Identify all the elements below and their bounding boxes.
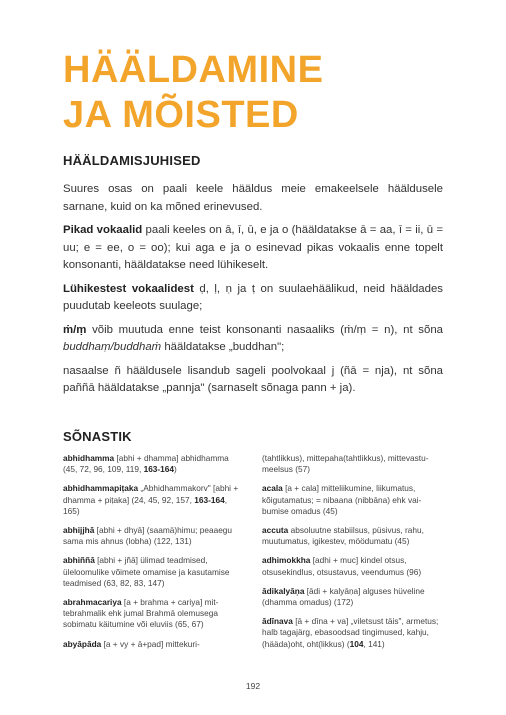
glossary-definition-end: , 165) <box>63 494 227 516</box>
pronunciation-heading: HÄÄLDAMISJUHISED <box>63 153 201 168</box>
glossary-definition: [adhi + muc] kindel otsus, otsusekindlus, otsustavus, veendumus (96) <box>262 555 422 577</box>
glossary-entry <box>63 525 244 547</box>
glossary-entry <box>63 453 244 475</box>
short-vowels-paragraph <box>63 281 443 316</box>
vocabulary-column-right <box>262 453 443 658</box>
glossary-entry <box>262 616 443 650</box>
chapter-title-line-1: HÄÄLDAMINE <box>63 49 324 91</box>
glossary-definition-end: , 141) <box>363 638 385 649</box>
glossary-entry-continued <box>262 453 443 475</box>
long-vowels-paragraph <box>63 222 443 275</box>
glossary-definition: (tahtlikkus), mittepaha(tahtlikkus), mittevastumeelsus (57) <box>262 453 429 475</box>
glossary-entry <box>63 483 244 517</box>
pronunciation-section <box>63 181 443 404</box>
glossary-definition: [abhi + jñā] ülimad teadmised, üleloomulike võimete omamise ja kasutamise teadmised (63, 82, 83, 147) <box>63 555 230 588</box>
glossary-definition: [ādi + kalyāṇa] alguses hüveline (dhamma omadus) (172) <box>262 585 425 608</box>
nasal-m-text-b: hääldatakse „buddhan"; <box>161 341 285 353</box>
short-vowels-text: ḍ, ḷ, ṇ ja ṭ on suulaehäälikud, neid hääldades puudutab keeleots suulage; <box>63 282 444 312</box>
glossary-main-ref: 163-164 <box>194 494 225 505</box>
glossary-definition: [a + vy + ā+pad] mittekuri- <box>101 638 200 649</box>
glossary-entry <box>262 483 443 517</box>
glossary-term: abyāpāda <box>63 638 102 649</box>
glossary-term: abhidhammapiṭaka <box>63 483 139 494</box>
glossary-definition: [abhi + dhamma] abhidhamma (45, 72, 96, 109, 119, <box>63 453 229 475</box>
glossary-entry <box>262 586 443 608</box>
glossary-definition: [a + brahma + cariya] mittebrahmalik ehk jumal Brahmā olemusega sobimatu käitumine või eluviis (65, 67) <box>63 597 219 630</box>
glossary-entry <box>63 597 244 631</box>
chapter-title-line-2: JA MÕISTED <box>63 94 299 136</box>
glossary-entry <box>262 525 443 547</box>
glossary-term: acala <box>262 483 283 494</box>
nasal-m-example: buddhaṃ/buddhaṁ <box>63 341 162 353</box>
nasal-m-text-a: võib muutuda enne teist konsonanti nasaaliks (ṁ/ṃ = n), nt sõna <box>86 323 443 336</box>
glossary-definition: absoluutne stabiilsus, püsivus, rahu, muutumatus, igikestev, möödumatu (45) <box>262 525 424 547</box>
intro-paragraph: Suures osas on paali keele hääldus meie emakeelsele hääldusele sarnane, kuid on ka mõned erinevused. <box>63 183 443 213</box>
glossary-definition: „Abhidhammakorv" [abhi + dhamma + piṭaka] (24, 45, 92, 157, <box>63 483 239 505</box>
vocabulary-column-left <box>63 453 244 658</box>
chapter-title <box>63 48 463 138</box>
glossary-definition: [abhi + dhyā] (saamä)himu; peaaegu sama mis ahnus (lobha) (122, 131) <box>63 525 233 547</box>
glossary-term: ādīnava <box>262 616 293 627</box>
glossary-term: ādikalyāṇa <box>262 585 305 596</box>
glossary-term: adhimokkha <box>262 555 311 566</box>
glossary-definition: [ā + dīna + va] „viletsust täis", armetus; halb tagajärg, ebasoodsad tingimused, kahju, (hääda)oht, oht(likkus) ( <box>262 616 439 649</box>
glossary-entry <box>63 639 244 650</box>
short-vowels-term: Lühikestest vokaalidest <box>63 282 194 295</box>
nasal-m-term: ṁ/ṃ <box>63 323 87 336</box>
glossary-definition-end: ) <box>174 464 177 475</box>
vocabulary-heading: SÕNASTIK <box>63 429 132 444</box>
long-vowels-term: Pikad vokaalid <box>63 224 143 236</box>
glossary-term: abhijjhā <box>63 525 95 536</box>
glossary-definition: [a + cala] mitteliikumine, liikumatus, kõigutamatus; = nibaana (nibbāna) ehk vaibumise omadus (45) <box>262 483 422 516</box>
nasal-m-paragraph <box>63 322 443 357</box>
glossary-main-ref: 163-164 <box>143 464 175 475</box>
long-vowels-text: paali keeles on ā, ī, ū, e ja o (hääldatakse ā = aa, ī = ii, ū = uu; e = ee, o = oo); kui aga e ja o esinevad pikas vokaalis enne topelt konsonanti, hääldatakse need lühikeselt. <box>63 224 443 271</box>
glossary-term: abhidhamma <box>63 453 115 463</box>
page-number: 192 <box>245 681 261 691</box>
glossary-term: accuta <box>262 525 289 536</box>
glossary-term: abhiññā <box>63 555 95 566</box>
glossary-term: abrahmacariya <box>63 597 122 608</box>
glossary-entry <box>262 555 443 577</box>
glossary-main-ref: 104 <box>349 638 364 649</box>
glossary-entry <box>63 555 244 589</box>
nasal-n-paragraph: nasaalse ñ hääldusele lisandub sageli poolvokaal j (ñā = nja), nt sõna paññā hääldatakse „pannja" (sarnaselt sõnaga pann + ja). <box>63 364 443 394</box>
